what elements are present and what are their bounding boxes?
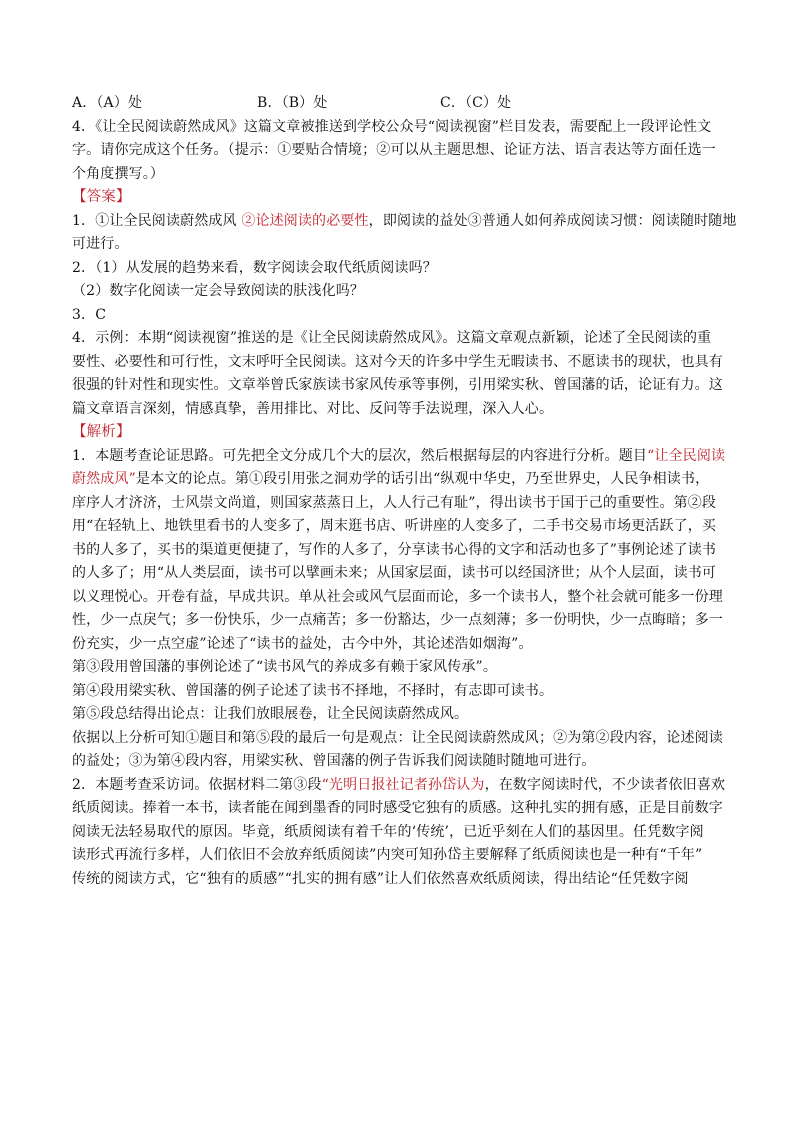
analysis-1-line: 第④段用梁实秋、曾国藩的例子论述了读书不择地，不择时，有志即可读书。 [72,682,554,699]
analysis-1-line [72,445,726,469]
analysis-2-line: 读形式再流行多样，人们依旧不会放弃纸质阅读”内突可知孙岱主要解释了纸质阅读也是一种有“千年” [72,847,703,863]
answer-1-highlight: ②论述阅读的必要性 [241,212,369,229]
analysis-2-line: 传统的阅读方式，它“独有的质感”“扎实的拥有感”让人们依然喜欢纸质阅读，得出结论“任凭数字阅 [72,870,689,887]
answer-4-line: 4．示例：本期“阅读视窗”推送的是《让全民阅读蔚然成风》。这篇文章观点新颖，论述了全民阅读的重 [72,330,712,346]
choice-b: B．（B）处 [257,95,328,111]
analysis-1-line: 的益处；③为第④段内容，用梁实秋、曾国藩的例子告诉我们阅读随时随地可进行。 [72,753,596,769]
answer-1 [72,210,737,234]
analysis-1-line: 第⑤段总结得出论点：让我们放眼展卷，让全民阅读蔚然成风。 [72,706,469,722]
analysis-text: 2．本题考查采访词。依据材料二第③段 [72,776,322,793]
document-page [72,92,737,891]
question-4-line: 字。请你完成这个任务。（提示：①要贴合情境；②可以从主题思想、论证方法、语言表达等方面任选一 [72,142,716,158]
analysis-1-line [72,468,722,492]
analysis-2-line [72,774,726,798]
answer-4-line: 很强的针对性和现实性。文章举曾氏家族读书家风传承等事例，引用梁实秋、曾国藩的话，论证有力。这 [72,377,723,393]
answer-3: 3．C [72,306,107,323]
analysis-1-line: 依据以上分析可知①题目和第⑤段的最后一句是观点：让全民阅读蔚然成风；②为第②段内容，论述阅读 [72,729,723,746]
answer-1-text: 1．①让全民阅读蔚然成风 [72,212,242,229]
answer-2-line: （2）数字化阅读一定会导致阅读的肤浅化吗？ [72,283,365,299]
analysis-highlight: “光明日报社记者孙岱认为 [321,776,485,793]
question-4-line: 个角度撰写。） [72,165,165,182]
analysis-1-line: 性，少一点戾气；多一份快乐，少一点痛苦；多一份豁达，少一点刻薄；多一份明快，少一点晦暗；多一 [72,612,723,628]
analysis-1-line: 庠序人才济济，士风崇文尚道，则国家蒸蒸日上，人人行己有耻”，得出读书于国于己的重要性。第②段 [72,494,717,511]
analysis-1-line: 用“在轻轨上、地铁里看书的人变多了，周末逛书店、听讲座的人变多了，二手书交易市场更活跃了，买 [72,518,717,534]
answer-4-line: 篇文章语言深刻，情感真挚，善用排比、对比、反问等手法说理，深入人心。 [72,400,554,417]
analysis-text: 是本文的论点。第①段引用张之洞劝学的话引出“纵观中华史，乃至世界史，人民争相读书， [135,471,710,487]
analysis-1-line: 的人多了；用“从人类层面，读书可以擘画未来；从国家层面，读书可以经国济世；从个人层面，读书可 [72,565,717,581]
answer-2-line: 2．（1）从发展的趋势来看，数字阅读会取代纸质阅读吗？ [72,259,437,276]
analysis-1-line: 第③段用曾国藩的事例论述了“读书风气的养成多有赖于家风传承”。 [72,659,497,675]
question-4-line: 4．《让全民阅读蔚然成风》这篇文章被推送到学校公众号“阅读视窗”栏目发表，需要配上一段评论性文 [72,118,712,135]
answer-1-line2: 可进行。 [72,236,129,252]
answer-4-line: 要性、必要性和可行性，文末呼吁全民阅读。这对今天的许多中学生无暇读书、不愿读书的现状，也具有 [72,353,723,370]
analysis-text: ，在数字阅读时代，不少读者依旧喜欢 [484,776,726,793]
analysis-2-line: 阅读无法轻易取代的原因。毕竟，纸质阅读有着千年的‘传统’，已近乎刻在人们的基因里。任凭数字阅 [72,823,704,840]
analysis-1-line: 书的人多了，买书的渠道更便捷了，写作的人多了，分享读书心得的文字和活动也多了”事例论述了读书 [72,541,717,558]
analysis-highlight: “让全民阅读 [647,447,726,464]
analysis-highlight: 蔚然成风” [72,471,136,487]
answer-1-text-cont: ，即阅读的益处③普通人如何养成阅读习惯：阅读随时随地 [368,212,737,229]
choice-row [72,92,722,116]
analysis-text: 1．本题考查论证思路。可先把全文分成几个大的层次，然后根据每层的内容进行分析。题目 [72,447,648,464]
analysis-1-line: 份充实，少一点空虚”论述了“读书的益处，古今中外，其论述浩如烟海”。 [72,635,533,652]
choice-c: C．（C）处 [440,95,512,111]
analysis-1-line: 以义理悦心。开卷有益，早成共识。单从社会或风气层面而论，多一个读书人，整个社会就可能多一份理 [72,588,723,605]
answer-heading: 【答案】 [72,189,131,205]
choice-a: A．（A）处 [72,95,143,111]
analysis-heading: 【解析】 [72,424,131,440]
analysis-2-line: 纸质阅读。捧着一本书，读者能在闻到墨香的同时感受它独有的质感。这种扎实的拥有感，正是目前数字 [72,800,723,816]
